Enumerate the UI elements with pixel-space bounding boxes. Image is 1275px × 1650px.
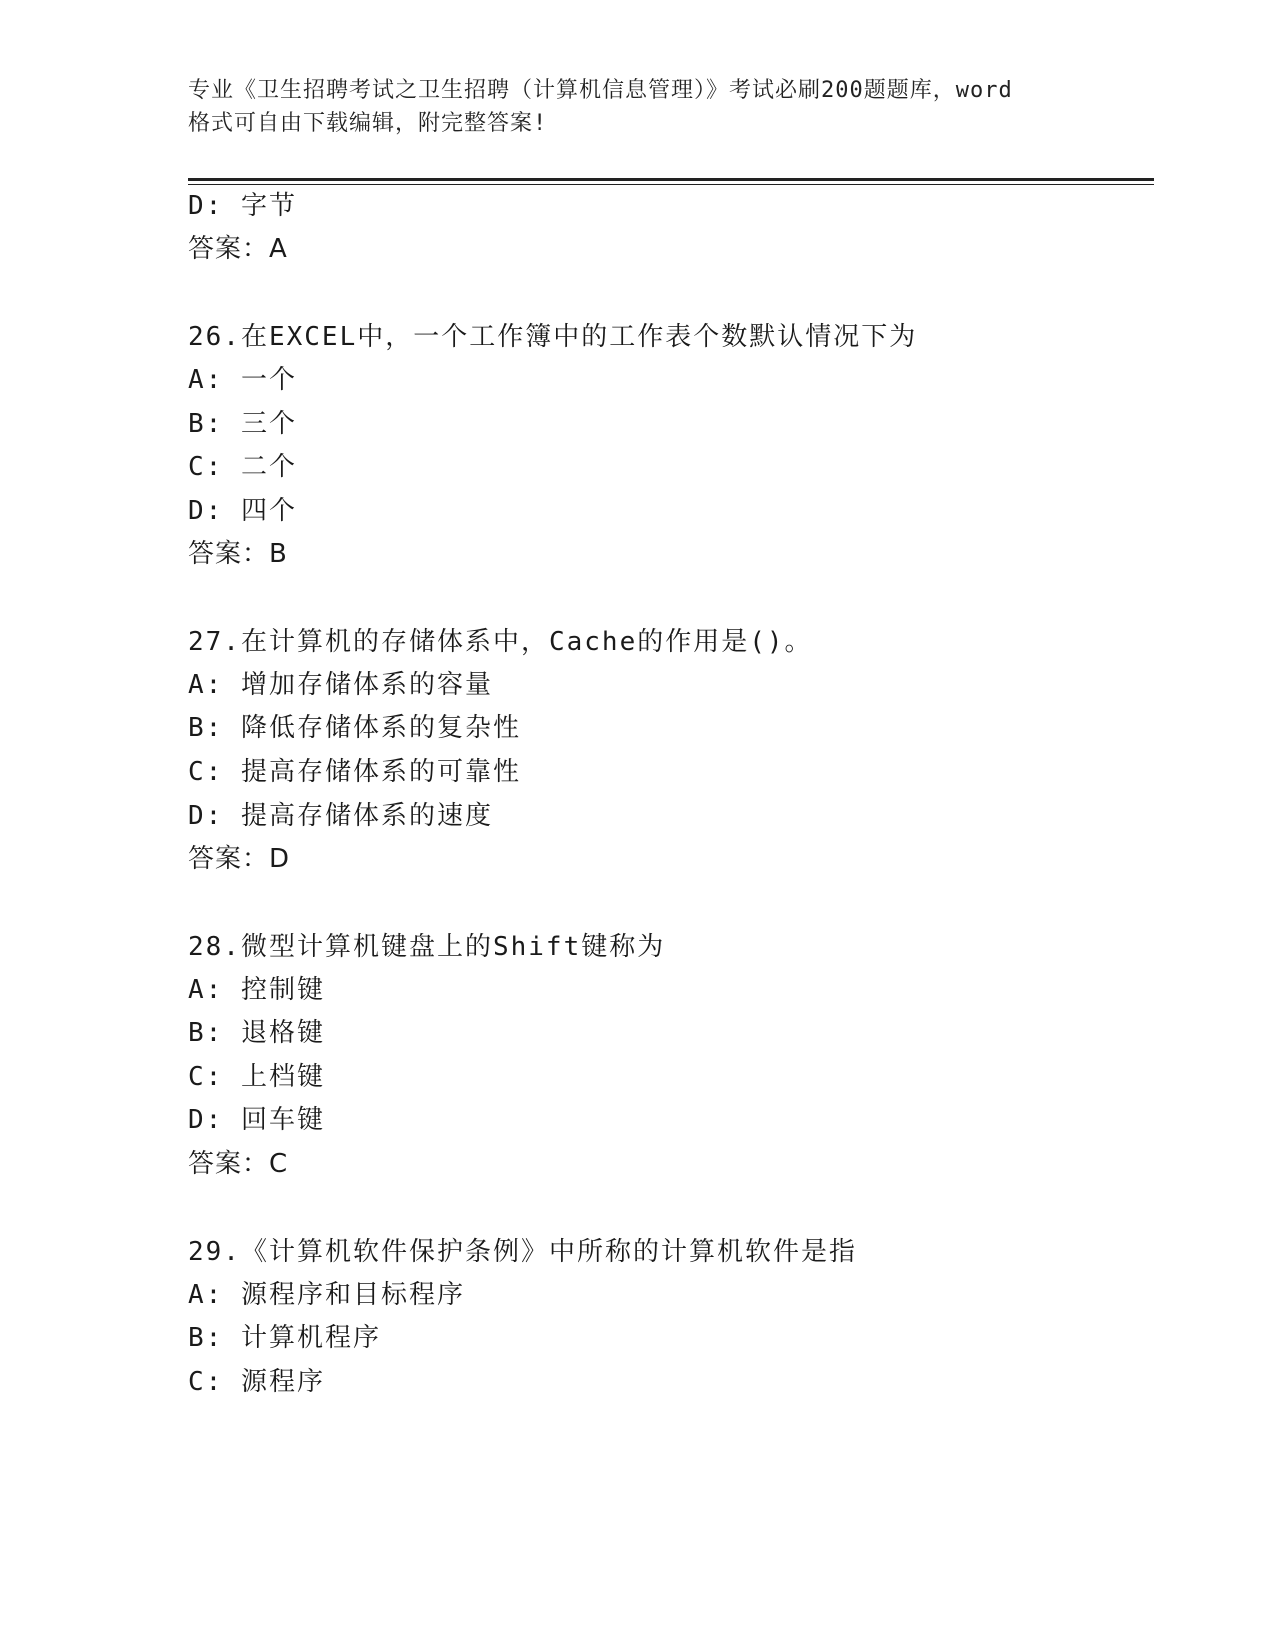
question-29-option-a: A: 源程序和目标程序 <box>188 1280 465 1310</box>
header-title-line-2: 格式可自由下载编辑，附完整答案! <box>188 111 548 136</box>
question-26-answer: 答案：B <box>188 539 288 569</box>
question-27-option-a: A: 增加存储体系的容量 <box>188 670 493 700</box>
question-28-stem: 28.微型计算机键盘上的Shift键称为 <box>188 932 666 962</box>
question-26-option-a: A: 一个 <box>188 365 297 395</box>
prev-option-d: D: 字节 <box>188 191 297 221</box>
question-28-option-c: C: 上档键 <box>188 1062 325 1092</box>
header-title-line-1: 专业《卫生招聘考试之卫生招聘（计算机信息管理）》考试必刷200题题库，word <box>188 78 1013 103</box>
prev-answer: 答案：A <box>188 234 288 264</box>
question-28-option-d: D: 回车键 <box>188 1105 325 1135</box>
question-29-option-b: B: 计算机程序 <box>188 1323 381 1353</box>
document-header <box>188 74 1108 140</box>
question-27-option-b: B: 降低存储体系的复杂性 <box>188 713 521 743</box>
question-26-stem: 26.在EXCEL中，一个工作簿中的工作表个数默认情况下为 <box>188 322 918 352</box>
header-rule-thin <box>188 184 1154 185</box>
question-27-stem: 27.在计算机的存储体系中，Cache的作用是()。 <box>188 627 813 657</box>
question-28-answer: 答案：C <box>188 1149 289 1179</box>
question-26-option-d: D: 四个 <box>188 496 297 526</box>
question-29-stem: 29.《计算机软件保护条例》中所称的计算机软件是指 <box>188 1237 857 1267</box>
question-28-option-b: B: 退格键 <box>188 1018 325 1048</box>
question-27-option-c: C: 提高存储体系的可靠性 <box>188 757 521 787</box>
question-27-option-d: D: 提高存储体系的速度 <box>188 801 493 831</box>
question-29-option-c: C: 源程序 <box>188 1367 325 1397</box>
question-26-option-b: B: 三个 <box>188 409 297 439</box>
question-28-option-a: A: 控制键 <box>188 975 325 1005</box>
header-rule-thick <box>188 178 1154 181</box>
question-26-option-c: C: 二个 <box>188 452 297 482</box>
question-27-answer: 答案：D <box>188 844 291 874</box>
